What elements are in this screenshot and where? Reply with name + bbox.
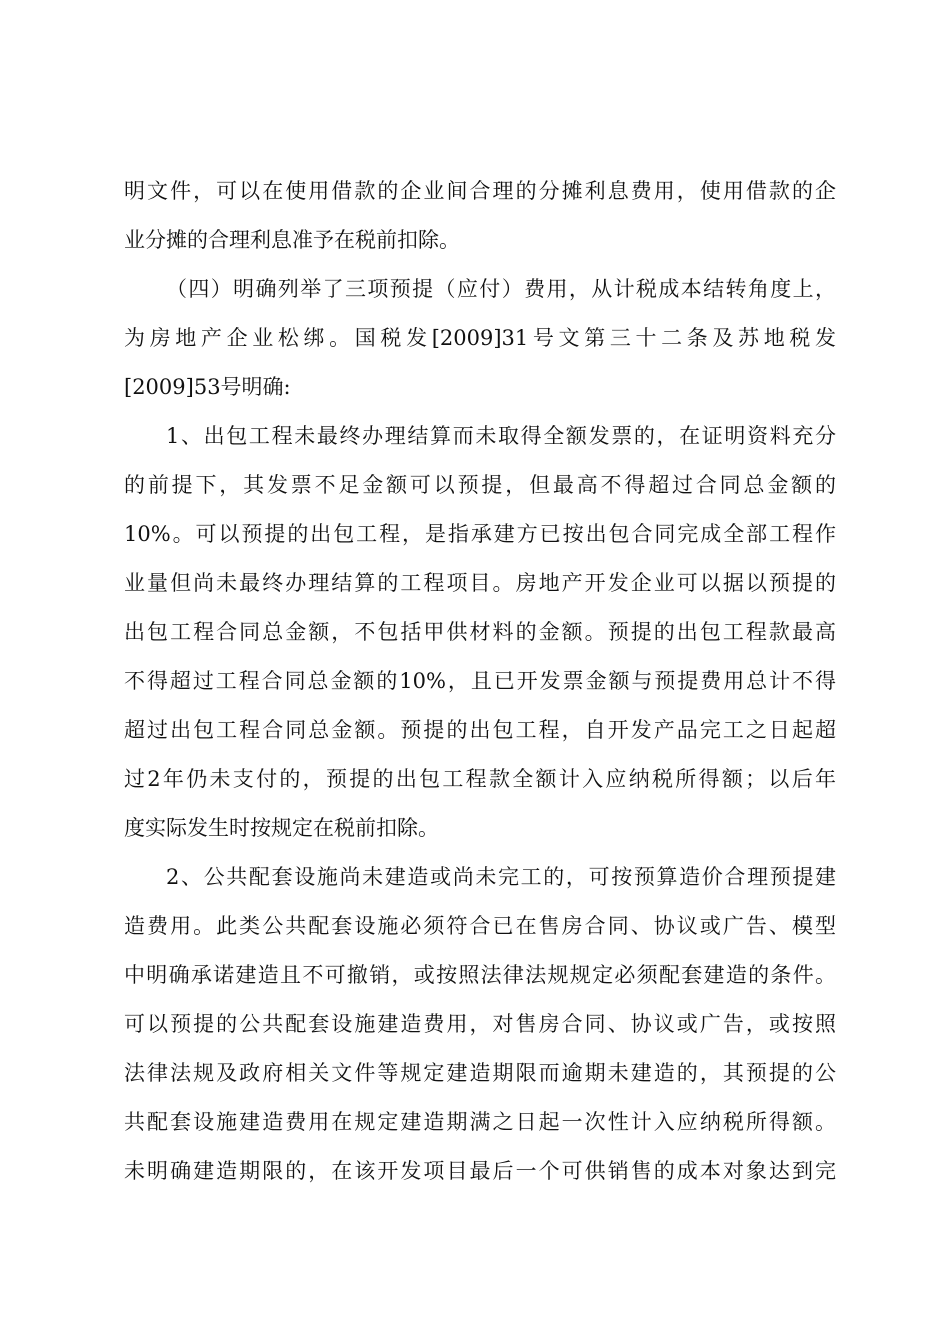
section-heading-line: （四）明确列举了三项预提（应付）费用，从计税成本结转角度上， bbox=[166, 277, 836, 301]
body-text-line: 明文件，可以在使用借款的企业间合理的分摊利息费用，使用借款的企 bbox=[124, 179, 836, 203]
body-text-line: 中明确承诺建造且不可撤销，或按照法律法规规定必须配套建造的条件。 bbox=[124, 963, 836, 987]
body-text-line: 的前提下，其发票不足金额可以预提，但最高不得超过合同总金额的 bbox=[124, 473, 836, 497]
body-text-line: 超过出包工程合同总金额。预提的出包工程，自开发产品完工之日起超 bbox=[124, 718, 836, 742]
body-text-line: 出包工程合同总金额，不包括甲供材料的金额。预提的出包工程款最高 bbox=[124, 620, 836, 644]
body-text-line: 造费用。此类公共配套设施必须符合已在售房合同、协议或广告、模型 bbox=[124, 914, 836, 938]
body-text-line: 10%。可以预提的出包工程，是指承建方已按出包合同完成全部工程作 bbox=[124, 522, 836, 546]
body-text-line: [2009]53号明确: bbox=[124, 375, 291, 399]
body-text-line: 不得超过工程合同总金额的10%，且已开发票金额与预提费用总计不得 bbox=[124, 669, 836, 693]
body-text-line: 法律法规及政府相关文件等规定建造期限而逾期未建造的，其预提的公 bbox=[124, 1061, 836, 1085]
list-item-line: 2、公共配套设施尚未建造或尚未完工的，可按预算造价合理预提建 bbox=[166, 865, 836, 889]
body-text-line: 未明确建造期限的，在该开发项目最后一个可供销售的成本对象达到完 bbox=[124, 1159, 836, 1183]
body-text-line: 过2年仍未支付的，预提的出包工程款全额计入应纳税所得额；以后年 bbox=[124, 767, 836, 791]
body-text-line: 业分摊的合理利息准予在税前扣除。 bbox=[124, 228, 460, 252]
body-text-line: 可以预提的公共配套设施建造费用，对售房合同、协议或广告，或按照 bbox=[124, 1012, 836, 1036]
body-text-line: 为房地产企业松绑。国税发[2009]31号文第三十二条及苏地税发 bbox=[124, 326, 836, 350]
body-text-line: 度实际发生时按规定在税前扣除。 bbox=[124, 816, 439, 840]
list-item-line: 1、出包工程未最终办理结算而未取得全额发票的，在证明资料充分 bbox=[166, 424, 836, 448]
body-text-line: 共配套设施建造费用在规定建造期满之日起一次性计入应纳税所得额。 bbox=[124, 1110, 836, 1134]
body-text-line: 业量但尚未最终办理结算的工程项目。房地产开发企业可以据以预提的 bbox=[124, 571, 836, 595]
